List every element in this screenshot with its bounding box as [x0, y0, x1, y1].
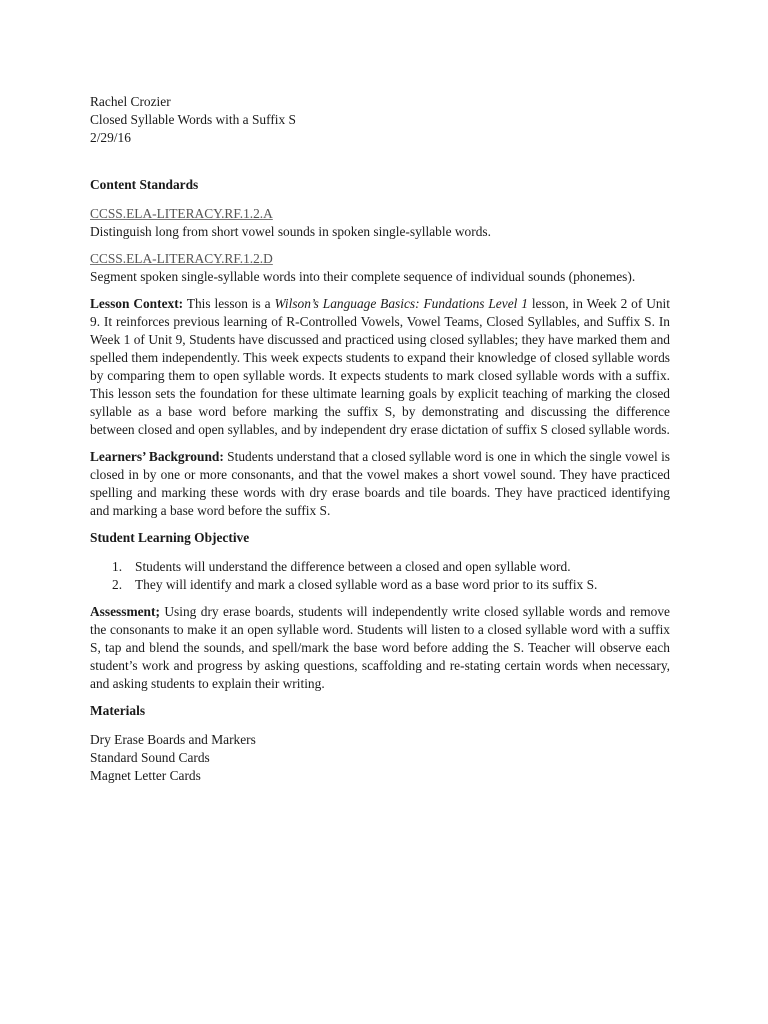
- lesson-context-text: This lesson is a: [183, 296, 275, 311]
- learners-background-text: Students understand that a closed syllable word is one in which the single vowel is closed in by one or more consonants, and that the vowel makes a short vowel sound. They have practiced spelling and marking these words with dry erase boards and tile boards. They have practiced identifying and marking a base word before the suffix S.: [90, 449, 671, 518]
- standard-description: Segment spoken single-syllable words into their complete sequence of individual sounds (phonemes).: [90, 269, 636, 284]
- list-item: Dry Erase Boards and Markers: [90, 732, 256, 747]
- materials-heading: Materials: [90, 703, 146, 718]
- list-number: 2.: [112, 577, 123, 592]
- standard-item: [90, 205, 670, 241]
- assessment-paragraph: [90, 603, 670, 693]
- program-name: Wilson’s Language Basics: Fundations Level 1: [274, 296, 528, 311]
- lesson-title: Closed Syllable Words with a Suffix S: [90, 112, 296, 127]
- standard-item: [90, 250, 670, 286]
- author-name: Rachel Crozier: [90, 94, 171, 109]
- list-item: Standard Sound Cards: [90, 750, 210, 765]
- document-header: [90, 93, 670, 147]
- objective-heading: Student Learning Objective: [90, 530, 250, 545]
- learners-background-paragraph: [90, 448, 670, 520]
- learners-background-label: Learners’ Background:: [90, 449, 224, 464]
- assessment-label: Assessment;: [90, 604, 160, 619]
- objective-list: [90, 558, 670, 594]
- materials-list: [90, 731, 670, 785]
- assessment-text: Using dry erase boards, students will independently write closed syllable words and remove the consonants to make it an open syllable word. Students will listen to a closed syllable word with a suffix S, tap and blend the sounds, and spell/mark the base word before adding the S. Teacher will observe each student’s work and progress by asking questions, scaffolding and re-stating certain words when necessary, and asking students to explain their writing.: [90, 604, 670, 691]
- content-standards-heading: Content Standards: [90, 177, 199, 192]
- lesson-context-text: lesson, in Week 2 of Unit 9. It reinforces previous learning of R-Controlled Vowels, Vowel Teams, Closed Syllables, and Suffix S. In Week 1 of Unit 9, Students have discussed and practiced using closed syllables; they have marked them and spelled them independently. This week expects students to expand their knowledge of closed syllable words by comparing them to open syllable words. It expects students to mark closed syllable words with a suffix. This lesson sets the foundation for these ultimate learning goals by explicit teaching of marking the closed syllable as a base word before marking the suffix S, by demonstrating and discussing the difference between closed and open syllables, and by independent dry erase dictation of suffix S closed syllable words.: [90, 296, 671, 437]
- document-body: [90, 93, 670, 785]
- lesson-context-label: Lesson Context:: [90, 296, 184, 311]
- list-item: [90, 576, 670, 594]
- list-number: 1.: [112, 559, 123, 574]
- list-item: Magnet Letter Cards: [90, 768, 201, 783]
- standard-description: Distinguish long from short vowel sounds in spoken single-syllable words.: [90, 224, 491, 239]
- standard-code-link[interactable]: CCSS.ELA-LITERACY.RF.1.2.D: [90, 251, 273, 266]
- list-item-text: Students will understand the difference between a closed and open syllable word.: [135, 559, 571, 574]
- list-item: [90, 558, 670, 576]
- lesson-context-paragraph: [90, 295, 670, 439]
- standard-code-link[interactable]: CCSS.ELA-LITERACY.RF.1.2.A: [90, 206, 273, 221]
- lesson-date: 2/29/16: [90, 130, 131, 145]
- list-item-text: They will identify and mark a closed syllable word as a base word prior to its suffix S.: [135, 577, 598, 592]
